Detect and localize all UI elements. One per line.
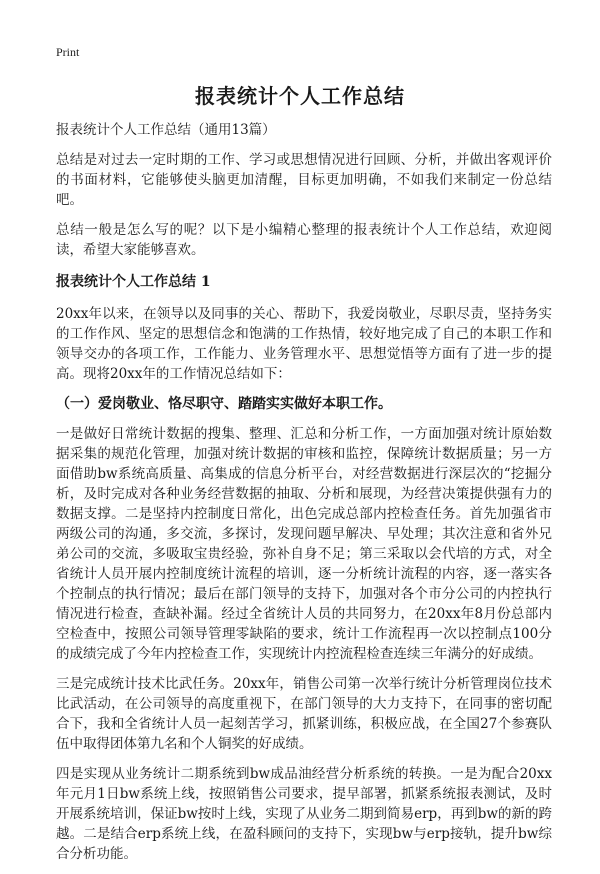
document-subtitle: 报表统计个人工作总结（通用13篇） (56, 122, 276, 138)
intro-paragraph: 总结一般是怎么写的呢？以下是小编精心整理的报表统计个人工作总结，欢迎阅读，希望大家能够喜欢。 (56, 222, 552, 258)
body-paragraph: 三是完成统计技术比武任务。20xx年，销售公司第一次举行统计分析管理岗位技术比武活动，在公司领导的高度重视下，在部门领导的大力支持下，在同事的密切配合下，我和全省统计人员一起刻苦学习，抓紧训练，积极应战，在全国27个参赛队伍中取得团体第九名和个人铜奖的好成绩。 (56, 676, 552, 752)
page-title: 报表统计个人工作总结 (195, 84, 405, 108)
document-body (56, 120, 552, 874)
intro-paragraph: 总结是对过去一定时期的工作、学习或思想情况进行回顾、分析，并做出客观评价的书面材料，它能够使头脑更加清醒，目标更加明确，不如我们来制定一份总结吧。 (56, 152, 552, 208)
section-intro-paragraph: 20xx年以来，在领导以及同事的关心、帮助下，我爱岗敬业，尽职尽责，坚持务实的工作作风、坚定的思想信念和饱满的工作热情，较好地完成了自己的本职工作和领导交办的各项工作，工作能力、业务管理水平、思想觉悟等方面有了进一步的提高。现将20xx年的工作情况总结如下： (56, 306, 552, 382)
body-paragraph: 一是做好日常统计数据的搜集、整理、汇总和分析工作，一方面加强对统计原始数据采集的规范化管理，加强对统计数据的审核和监控，保障统计数据质量；另一方面借助bw系统高质量、高集成的信息分析平台，对经营数据进行深层次的“挖掘分析，及时完成对各种业务经营数据的抽取、分析和展现，为经营决策提供强有力的数据支撑。二是坚持内控制度日常化，出色完成总部内控检查任务。首先加强省市两级公司的沟通，多交流，多探讨，发现问题早解决、早处理；其次注意和省外兄弟公司的交流，多吸取宝贵经验，弥补自身不足；第三采取以会代培的方式，对全省统计人员开展内控制度统计流程的培训，逐一分析统计流程的内容，逐一落实各个控制点的执行情况；最后在部门领导的支持下，加强对各个市分公司的内控执行情况进行检查，查缺补漏。经过全省统计人员的共同努力，在20xx年8月份总部内空检查中，按照公司领导管理零缺陷的要求，统计工作流程再一次以控制点100分的成绩完成了今年内控检查工作，实现统计内控流程检查连续三年满分的好成绩。 (56, 426, 552, 662)
body-paragraph: 四是实现从业务统计二期系统到bw成品油经营分析系统的转换。一是为配合20xx年元月1日bw系统上线，按照销售公司要求，提早部署，抓紧系统报表测试，及时开展系统培训，保证bw按时上线，实现了从业务二期到简易erp，再到bw的新的跨越。二是结合erp系统上线，在盈科顾问的支持下，实现bw与erp接轨，提升bw综合分析功能。 (56, 766, 552, 862)
print-link[interactable]: Print (56, 45, 80, 59)
section-heading: 报表统计个人工作总结 1 (56, 274, 211, 290)
subsection-heading: （一）爱岗敬业、恪尽职守、踏踏实实做好本职工作。 (56, 396, 392, 412)
